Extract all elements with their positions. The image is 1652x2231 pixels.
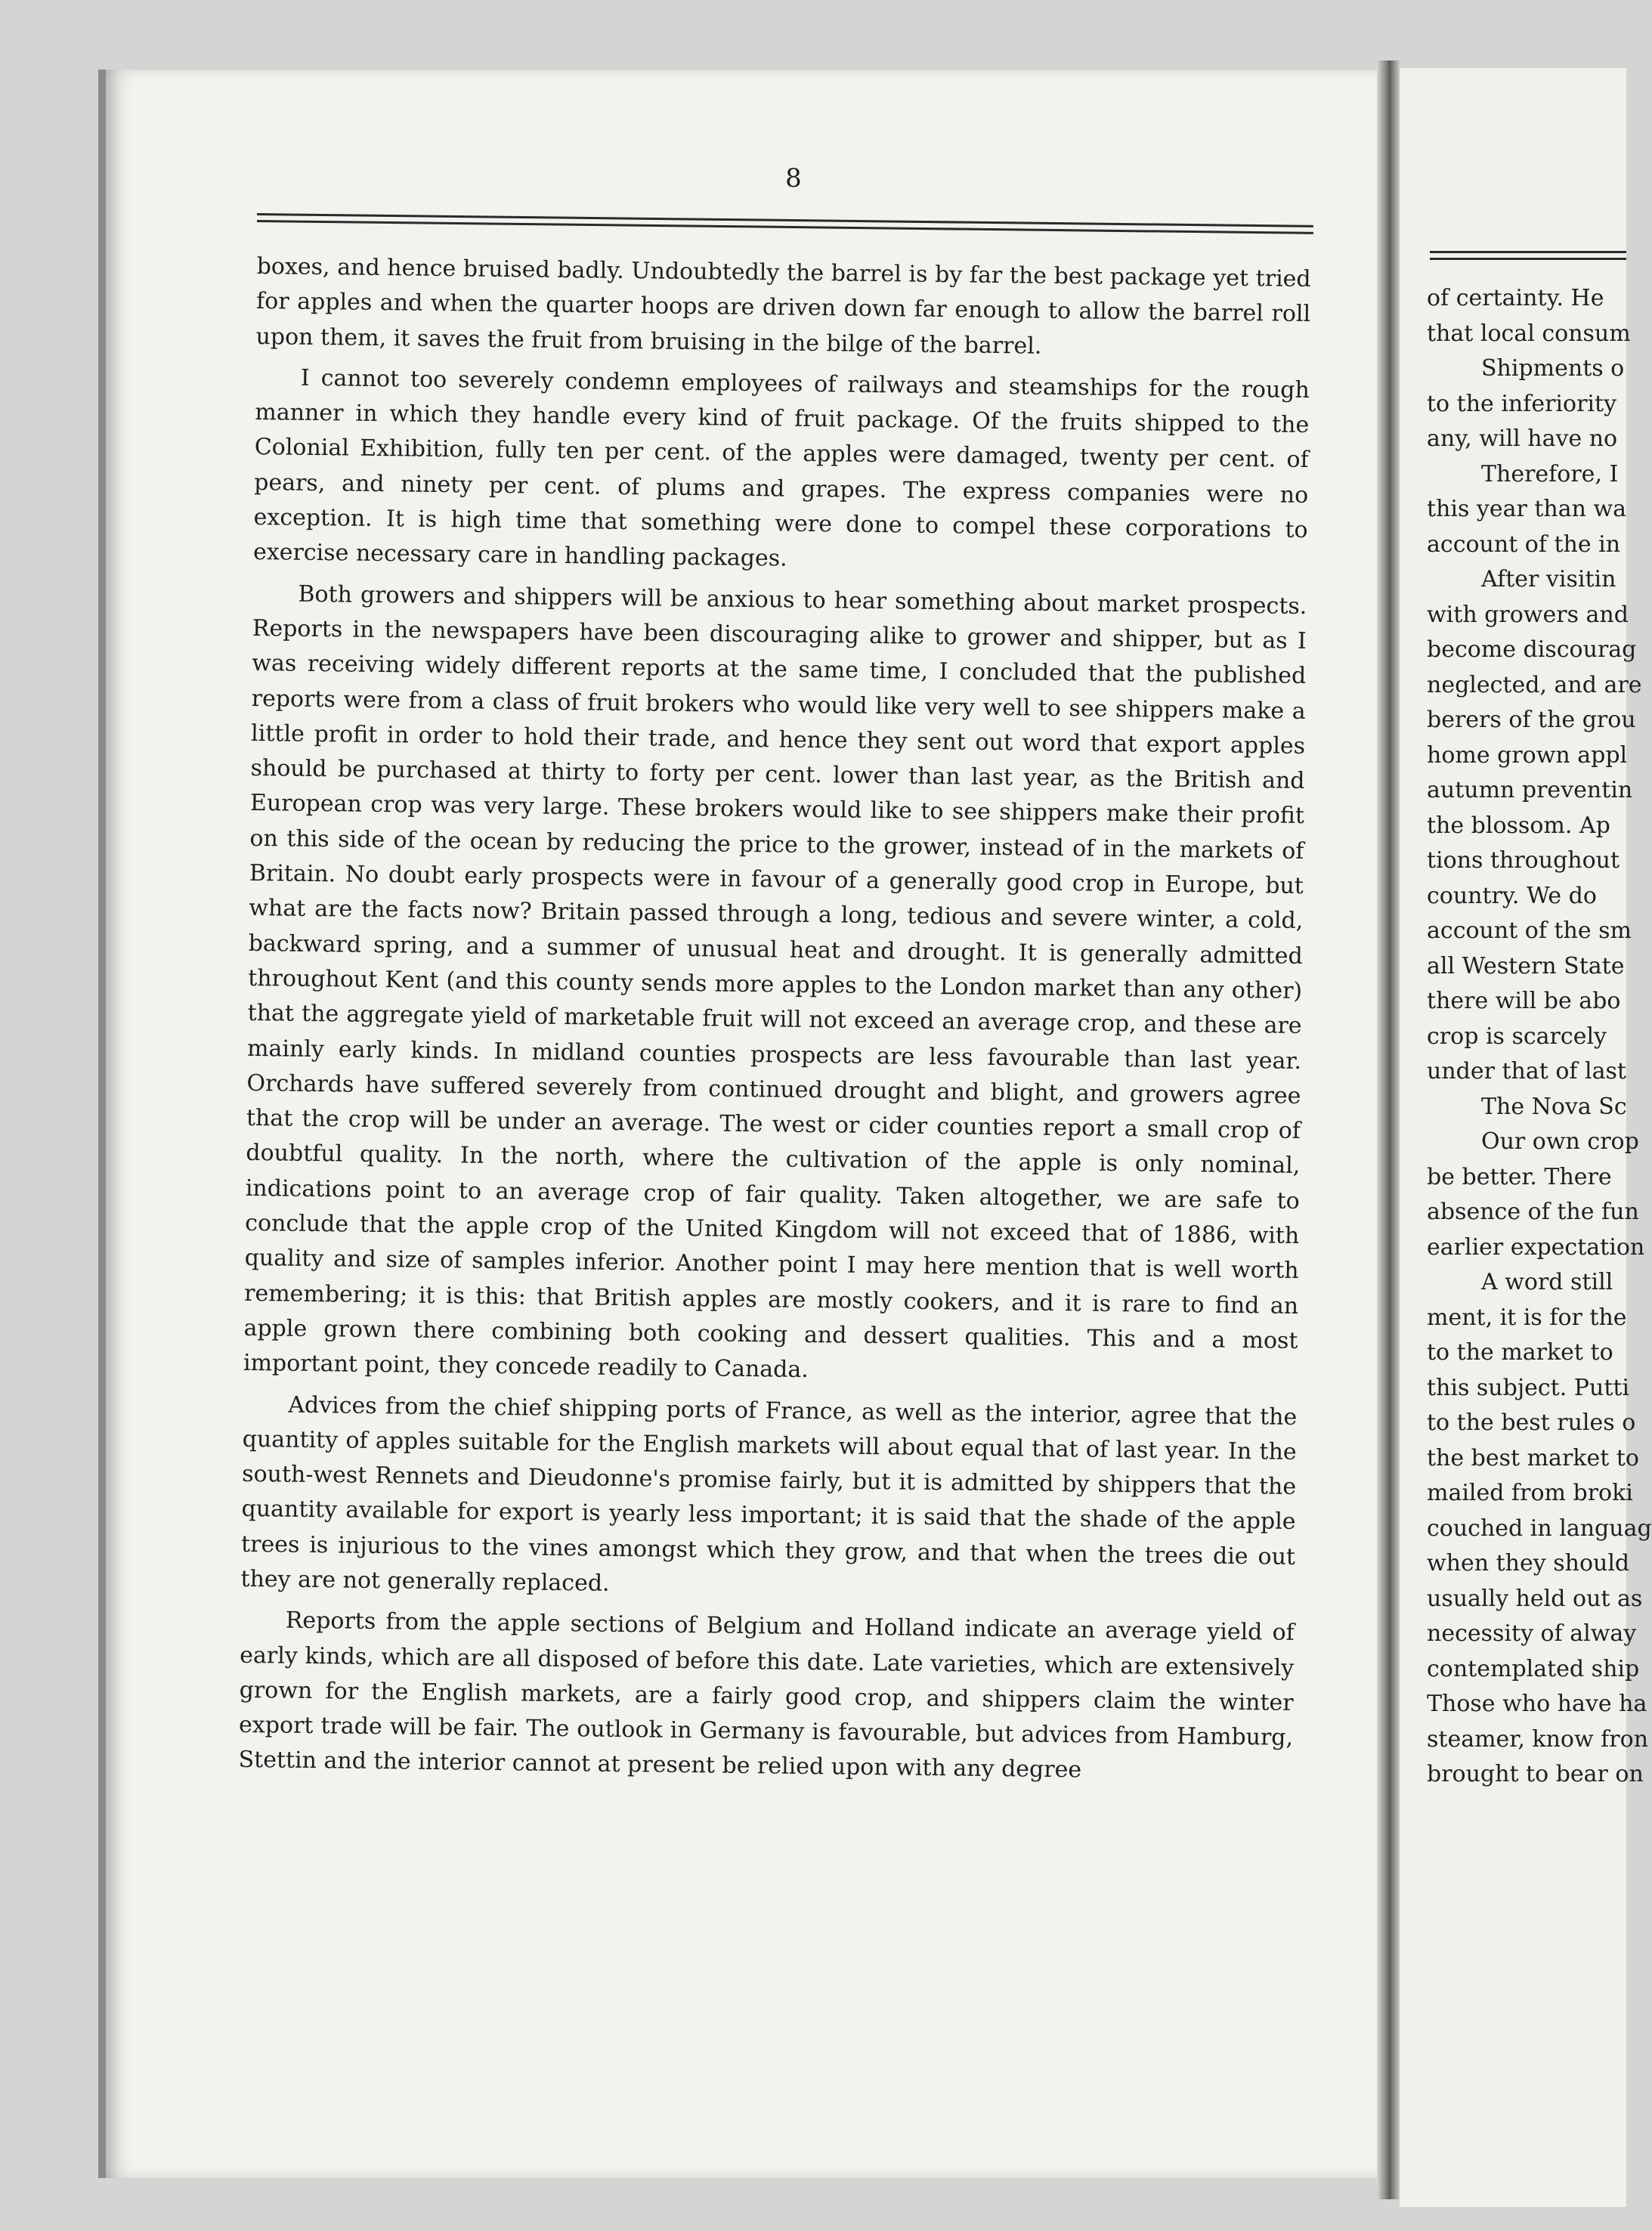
- text-line: be better. There: [1427, 1163, 1612, 1190]
- paragraph: Reports from the apple sections of Belgium and Holland indicate an average yield of early kinds, which are all disposed of before this date. Late varieties, which are extensively grown for the English markets, are a fairly good crop, and shippers claim the winter export trade will be fair. The outlook in Germany is favourable, but advices from Hamburg, Stettin and the interior cannot at present be relied upon with any degree: [238, 1607, 1295, 1784]
- text-line: this year than wa: [1427, 496, 1627, 522]
- text-line: home grown appl: [1427, 741, 1628, 769]
- text-line: with growers and: [1427, 601, 1629, 628]
- text-line: neglected, and are: [1427, 671, 1642, 698]
- text-line: all Western State: [1427, 952, 1625, 979]
- page-number: 8: [785, 163, 802, 193]
- paragraph: Both growers and shippers will be anxious to hear something about market prospects. Reports in the newspapers have been discouraging alike to grower and shipper, but as I was receiving widely different reports at the same time, I concluded that the published reports were from a class of fruit brokers who would like very well to see shippers make a little profit in order to hold their trade, and hence they sent out word that export apples should be purchased at thirty to forty per cent. lower than last year, as the British and European crop was very large. These brokers would like to see shippers make their profit on this side of the ocean by reducing the price to the grower, instead of in the markets of Britain. No doubt early prospects were in favour of a generally good crop in Europe, but what are the facts now? Britain passed through a long, tedious and severe winter, a cold, backward spring, and a summer of unusual heat and drought. It is generally admitted throughout Kent (and this county sends more apples to the London market than any other) that the aggregate yield of marketable fruit will not exceed an average crop, and these are mainly early kinds. In midland counties prospects are less favourable than last year. Orchards have suffered severely from continued drought and blight, and growers agree that the crop will be under an average. The west or cider counties report a small crop of doubtful quality. In the north, where the cultivation of the apple is only nominal, indications point to an average crop of fair quality. Taken altogether, we are safe to conclude that the apple crop of the United Kingdom will not exceed that of 1886, with quality and size of samples inferior. Another point I may here mention that is well worth remembering; it is this: that British apples are mostly cookers, and it is rare to find an apple grown there combining both cooking and dessert qualities. This and a most important point, they concede readily to Canada.: [243, 580, 1307, 1384]
- text-line: when they should: [1427, 1550, 1630, 1577]
- text-line: under that of last: [1427, 1058, 1626, 1085]
- text-line: account of the in: [1427, 531, 1621, 558]
- text-line: Our own crop: [1481, 1128, 1639, 1155]
- right-header-rule-bottom: [1430, 258, 1626, 260]
- text-line: tions throughout: [1427, 847, 1620, 874]
- right-page-text-column: [1427, 281, 1652, 1793]
- text-line: mailed from broki: [1427, 1480, 1633, 1506]
- text-line: necessity of alway: [1427, 1620, 1637, 1647]
- main-text-column: [238, 249, 1311, 1791]
- text-line: absence of the fun: [1427, 1199, 1639, 1225]
- text-line: account of the sm: [1427, 917, 1632, 944]
- text-line: country. We do: [1427, 882, 1597, 909]
- text-line: the best market to: [1427, 1444, 1639, 1471]
- text-line: become discourag: [1427, 636, 1637, 663]
- book-gutter: [1377, 60, 1400, 2199]
- text-line: ment, it is for the: [1427, 1304, 1627, 1331]
- text-line: autumn preventin: [1427, 777, 1633, 803]
- text-line: to the best rules o: [1427, 1409, 1636, 1436]
- text-line: any, will have no: [1427, 425, 1618, 452]
- text-line: After visitin: [1481, 566, 1616, 593]
- text-line: to the inferiority: [1427, 390, 1617, 417]
- text-line: there will be abo: [1427, 988, 1621, 1014]
- text-line: this subject. Putti: [1427, 1374, 1630, 1401]
- paragraph: I cannot too severely condemn employees of railways and steamships for the rough manner in which they handle every kind of fruit package. Of the fruits shipped to the Colonial Exhibition, fully ten per cent. of the apples were damaged, twenty per cent. of pears, and ninety per cent. of plums and grapes. The express companies were no exception. It is high time that something were done to compel these corporations to exercise necessary care in handling packages.: [252, 364, 1310, 572]
- text-line: earlier expectation: [1427, 1233, 1645, 1261]
- text-line: that local consum: [1427, 320, 1631, 347]
- right-header-rule-top: [1430, 251, 1626, 253]
- text-line: Therefore, I: [1481, 460, 1619, 487]
- text-line: crop is scarcely: [1427, 1023, 1607, 1050]
- text-line: contemplated ship: [1427, 1655, 1640, 1682]
- text-line: to the market to: [1427, 1339, 1613, 1366]
- paragraph: boxes, and hence bruised badly. Undoubtedly the barrel is by far the best package yet tried for apples and when the quarter hoops are driven down far enough to allow the barrel roll upon them, it saves the fruit from bruising in the bilge of the barrel.: [255, 252, 1311, 360]
- text-line: of certainty. He: [1427, 285, 1604, 311]
- text-line: the blossom. Ap: [1427, 812, 1610, 839]
- text-line: usually held out as: [1427, 1585, 1643, 1612]
- text-line: The Nova Sc: [1481, 1093, 1627, 1120]
- text-line: brought to bear on: [1427, 1761, 1644, 1787]
- text-line: A word still: [1481, 1269, 1613, 1295]
- text-line: Those who have ha: [1427, 1691, 1647, 1717]
- text-line: couched in languag: [1427, 1515, 1652, 1542]
- text-line: Shipments o: [1481, 355, 1625, 382]
- text-line: steamer, know fron: [1427, 1725, 1649, 1753]
- paragraph: Advices from the chief shipping ports of France, as well as the interior, agree that the quantity of apples suitable for the English markets will about equal that of last year. In the south-west Rennets and Dieudonne's promise fairly, but it is admitted by shippers that the quantity available for export is yearly less important; it is said that the shade of the apple trees is injurious to the vines amongst which they grow, and that when the trees die out they are not generally replaced.: [240, 1391, 1298, 1597]
- text-line: berers of the grou: [1427, 707, 1636, 733]
